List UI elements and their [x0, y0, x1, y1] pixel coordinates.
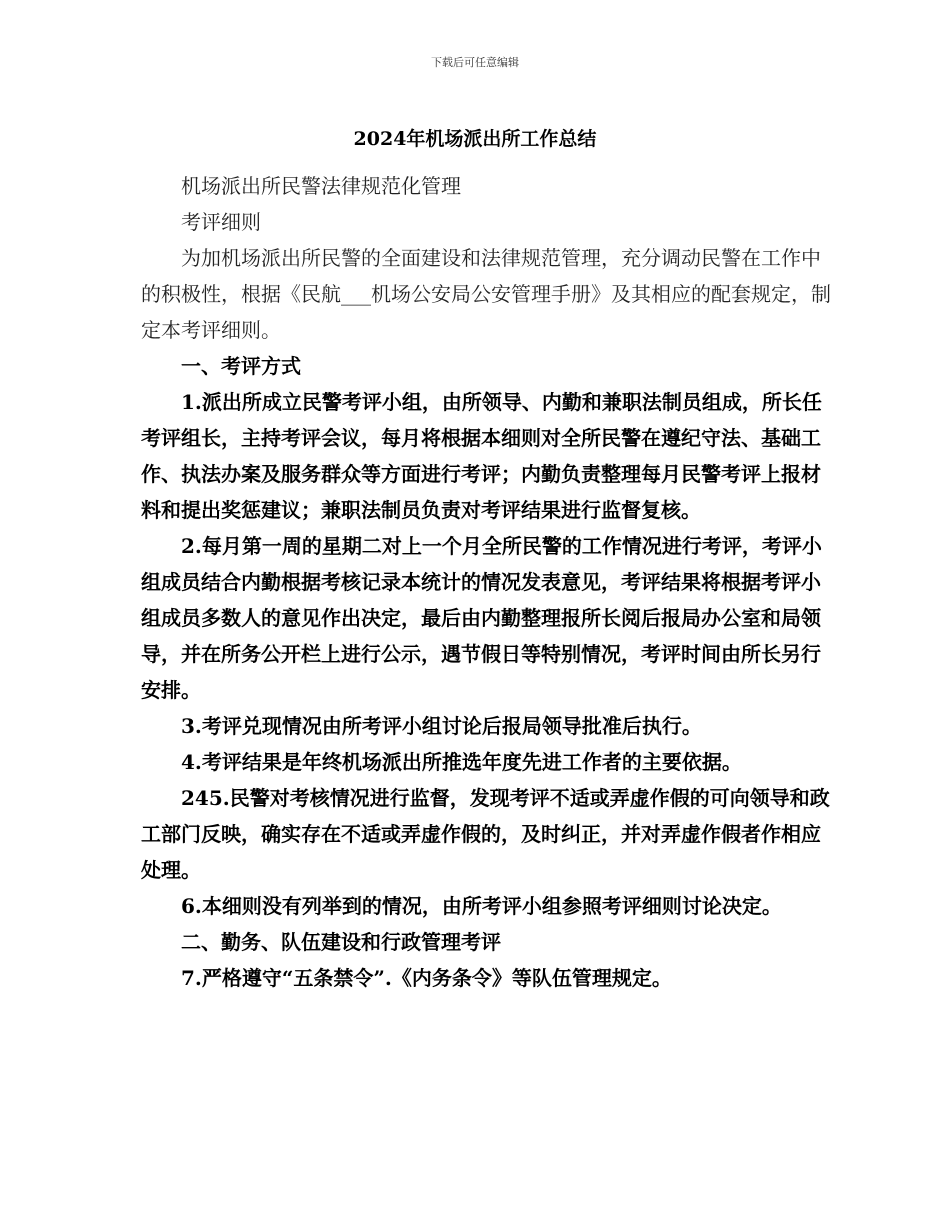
- header-note: 下载后可任意编辑: [431, 56, 519, 69]
- subtitle-line: 机场派出所民警法律规范化管理: [181, 174, 461, 198]
- item-1: 1.派出所成立民警考评小组，由所领导、内勤和兼职法制员组成，所长任考评组长，主持考评会议，每月将根据本细则对全所民警在遵纪守法、基础工作、执法办案及服务群众等方面进行考评；内勤负责整理每月民警考评上报材料和提出奖惩建议；兼职法制员负责对考评结果进行监督复核。: [141, 390, 822, 522]
- item-2: 2.每月第一周的星期二对上一个月全所民警的工作情况进行考评，考评小组成员结合内勤根据考核记录本统计的情况发表意见，考评结果将根据考评小组成员多数人的意见作出决定，最后由内勤整理报所长阅后报局办公室和局领导，并在所务公开栏上进行公示，遇节假日等特别情况，考评时间由所长另行安排。: [141, 534, 822, 702]
- section-heading-2: 二、勤务、队伍建设和行政管理考评: [181, 930, 501, 954]
- intro-paragraph: 为加机场派出所民警的全面建设和法律规范管理，充分调动民警在工作中的积极性，根据《民航___机场公安局公安管理手册》及其相应的配套规定，制定本考评细则。: [141, 246, 831, 342]
- item-3: 3.考评兑现情况由所考评小组讨论后报局领导批准后执行。: [181, 714, 702, 738]
- item-6: 6.本细则没有列举到的情况，由所考评小组参照考评细则讨论决定。: [181, 894, 782, 918]
- section-heading-1: 一、考评方式: [181, 354, 301, 378]
- document-body: [141, 168, 831, 996]
- document-title: 2024年机场派出所工作总结: [353, 128, 597, 150]
- item-7: 7.严格遵守“五条禁令”.《内务条令》等队伍管理规定。: [181, 966, 672, 990]
- item-5: 245.民警对考核情况进行监督，发现考评不适或弄虚作假的可向领导和政工部门反映，确实存在不适或弄虚作假的，及时纠正，并对弄虚作假者作相应处理。: [141, 786, 830, 882]
- subtitle-line-2: 考评细则: [181, 210, 261, 234]
- item-4: 4.考评结果是年终机场派出所推选年度先进工作者的主要依据。: [181, 750, 742, 774]
